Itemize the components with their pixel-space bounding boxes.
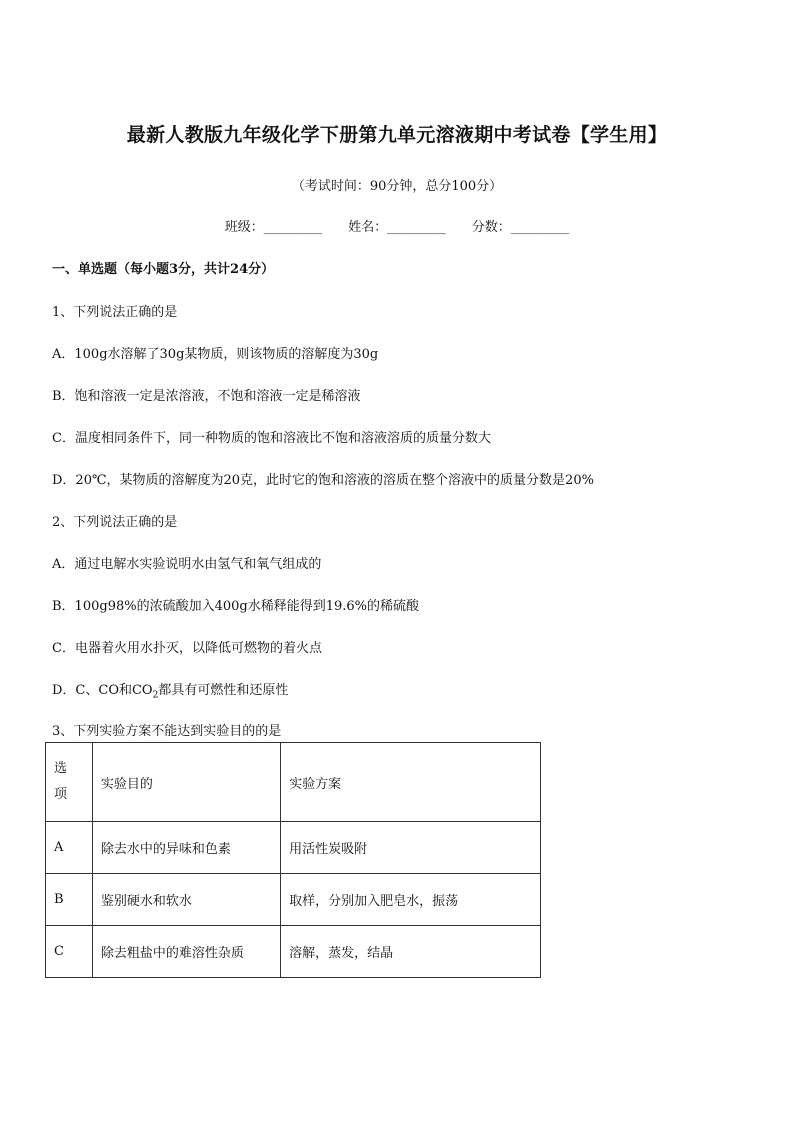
exam-title: 最新人教版九年级化学下册第九单元溶液期中考试卷【学生用】 xyxy=(126,124,668,146)
table-cell: A xyxy=(46,822,93,874)
table-header-plan: 实验方案 xyxy=(281,743,541,822)
question-1-option-a: A．100g水溶解了30g某物质，则该物质的溶解度为30g xyxy=(52,347,379,362)
class-field: 班级：_________ xyxy=(224,220,323,235)
table-cell: 用活性炭吸附 xyxy=(281,822,541,874)
exam-subtitle: （考试时间：90分钟，总分100分） xyxy=(291,179,503,194)
question-2-stem: 2、下列说法正确的是 xyxy=(52,515,178,530)
question-2-option-a: A．通过电解水实验说明水由氢气和氧气组成的 xyxy=(52,557,322,572)
table-cell: 除去水中的异味和色素 xyxy=(92,822,280,874)
question-1-option-d: D．20℃，某物质的溶解度为20克，此时它的饱和溶液的溶质在整个溶液中的质量分数是20% xyxy=(52,473,594,488)
section-heading: 一、单选题（每小题3分，共计24分） xyxy=(52,262,275,277)
table-cell: C xyxy=(46,926,93,978)
question-1-option-c: C．温度相同条件下，同一种物质的饱和溶液比不饱和溶液溶质的质量分数大 xyxy=(52,431,491,446)
table-header-purpose: 实验目的 xyxy=(92,743,280,822)
table-header-row xyxy=(46,743,541,822)
experiment-table xyxy=(45,742,541,978)
question-1-stem: 1、下列说法正确的是 xyxy=(52,305,178,320)
name-field: 姓名：_________ xyxy=(348,220,446,235)
student-info-row xyxy=(0,216,794,235)
table-cell: 取样，分别加入肥皂水，振荡 xyxy=(281,874,541,926)
question-2-option-b: B．100g98%的浓硫酸加入400g水稀释能得到19.6%的稀硫酸 xyxy=(52,599,420,614)
question-2-option-c: C．电器着火用水扑灭，以降低可燃物的着火点 xyxy=(52,641,322,656)
table-cell: B xyxy=(46,874,93,926)
table-row xyxy=(46,874,541,926)
table-cell: 除去粗盐中的难溶性杂质 xyxy=(92,926,280,978)
score-field: 分数：_________ xyxy=(471,220,570,235)
table-row xyxy=(46,926,541,978)
table-cell: 鉴别硬水和软水 xyxy=(92,874,280,926)
question-2-option-d: D．C、CO和$CO_2$都具有可燃性和还原性 xyxy=(52,683,289,701)
table-row xyxy=(46,822,541,874)
table-header-option: 选 项 xyxy=(46,743,93,822)
table-cell: 溶解，蒸发，结晶 xyxy=(281,926,541,978)
question-1-option-b: B．饱和溶液一定是浓溶液，不饱和溶液一定是稀溶液 xyxy=(52,389,361,404)
question-3-stem: 3、下列实验方案不能达到实验目的的是 xyxy=(52,724,282,739)
